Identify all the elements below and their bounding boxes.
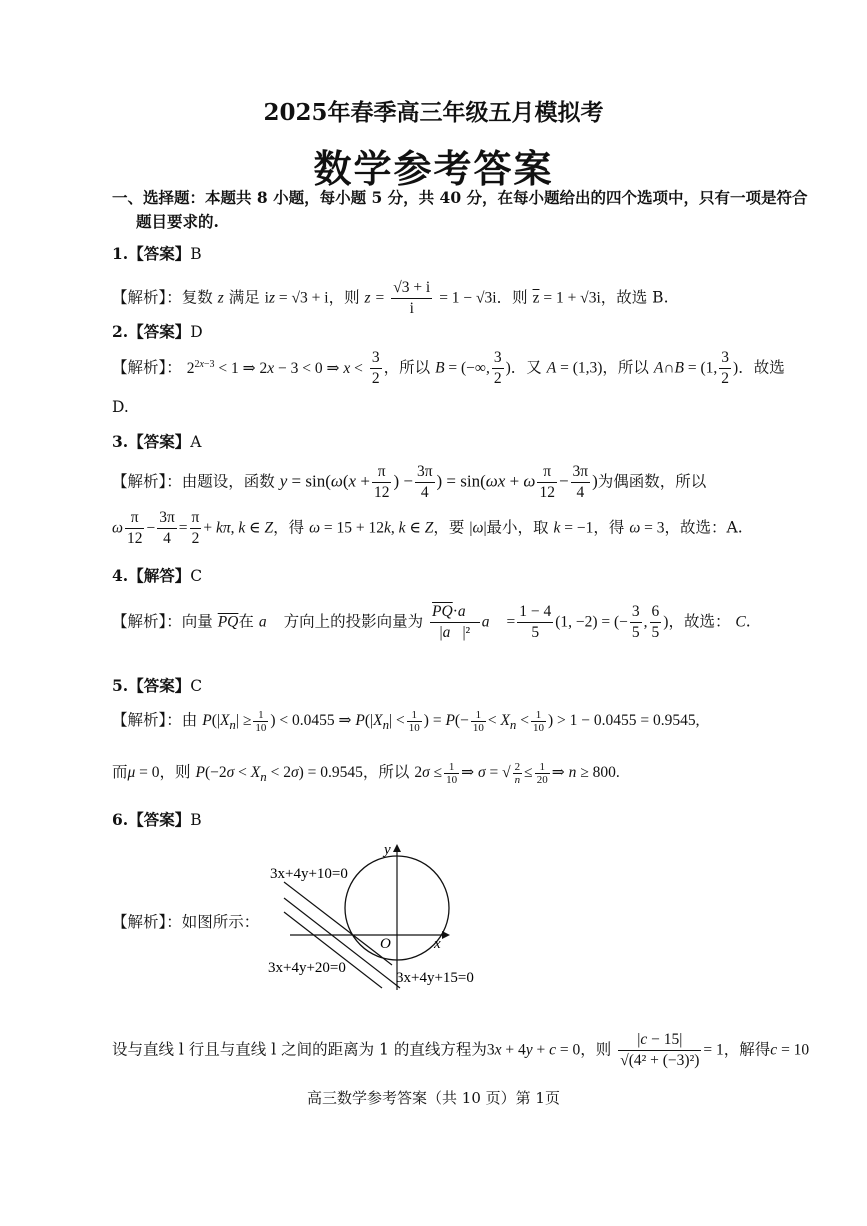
q4-answer: [112, 564, 202, 586]
q6-analysis: [112, 910, 259, 932]
q2-answer-value: D: [190, 323, 203, 341]
q4-number: 4.: [112, 566, 129, 585]
label-line-10: 3x+4y+10=0: [270, 866, 348, 882]
q4-choice: C: [735, 613, 746, 631]
q5-answer: [112, 674, 202, 696]
q6-analysis-label: 【解析】：: [112, 913, 182, 931]
q3-answer-label: 【答案】: [128, 432, 191, 451]
q3-text-7: ，故选：A.: [664, 518, 743, 537]
q2-continued: D.: [112, 398, 129, 416]
q2-text-2: ．又: [510, 358, 542, 377]
q1-answer-label: 【答案】: [128, 244, 191, 263]
q6-figure: [262, 840, 502, 1000]
q1-text-5: ，故选 B.: [600, 288, 669, 307]
q5-analysis-label: 【解析】：: [112, 711, 182, 729]
q3-analysis-line2: ω $\frac{\pi}{12}$ − $\frac{3\pi}{4}$ = $\frac{\pi}{2}$ + kπ, k ∈ Z，得 ω = 15 + 12k, k ∈ Z，要 |ω|最小，取 k = −1，得 ω = 3，故选：A.: [112, 509, 743, 547]
q3-text-5: 最小，取: [486, 518, 549, 537]
q4-answer-value: C: [190, 567, 203, 585]
q2-text-1: ，所以: [383, 358, 431, 377]
q5-answer-value: C: [190, 677, 203, 695]
q4-text-6: .: [745, 612, 751, 631]
q3-answer-value: A: [190, 433, 202, 451]
q5-text-3: ，则: [159, 763, 191, 781]
q2-text-4: ．故选: [738, 358, 785, 377]
q3-analysis-label: 【解析】：: [112, 472, 182, 491]
q5-text-1: 由: [181, 711, 198, 729]
q3-text-6: ，得: [593, 518, 625, 537]
q4-text-2: 在: [238, 612, 254, 631]
label-y: y: [384, 842, 391, 858]
label-line-15: 3x+4y+15=0: [396, 970, 474, 986]
q3-text-4: ，要: [433, 518, 465, 537]
q6-text-2: 设与直线 l 行且与直线 l 之间的距离为 1 的直线方程为: [112, 1040, 487, 1059]
section-heading-line1: 一、选择题：本题共 8 小题，每小题 5 分，共 40 分，在每小题给出的四个选项中，只有一项是符合: [112, 188, 808, 207]
q6-analysis-line2: 设与直线 l 行且与直线 l 之间的距离为 1 的直线方程为3x + 4y + c = 0，则 $\frac{|c - 15|}{\text{√(4² + (−3)²)}}$ = 1，解得c = 10: [112, 1031, 810, 1069]
q4-answer-label: 【解答】: [128, 566, 191, 585]
q3-text-2: 为偶函数，所以: [597, 472, 707, 491]
page-subtitle: 数学参考答案: [313, 147, 554, 191]
q3-text-3: ，得: [273, 518, 305, 537]
q6-text-1: 如图所示：: [181, 913, 260, 931]
section-heading-line2: 题目要求的.: [136, 212, 219, 231]
q2-text-3: ，所以: [602, 358, 649, 377]
q5-number: 5.: [112, 676, 129, 695]
label-x: x: [434, 936, 441, 952]
q6-number: 6.: [112, 810, 129, 829]
q3-text-1: 由题设，函数: [181, 472, 275, 491]
q1-number: 1.: [112, 244, 129, 263]
q2-analysis-label: 【解析】：: [112, 358, 182, 377]
q4-text-1: 向量: [181, 612, 213, 631]
label-origin: O: [380, 936, 391, 952]
q1-fraction: $\frac{√3 + i}{i}$: [393, 279, 431, 317]
q1-text-2: 满足: [228, 288, 260, 307]
q5-analysis-line1: 【解析】：由 $P(|X_n|$ ≥ $\frac{1}{10}$ ) < 0.0455 ⇒ $P(|X_n|$ < $\frac{1}{10}$ ) = P(− $\frac{1}{10}$ < $X_n$ < $\frac{1}{10}$ ) > 1 − 0.0455 = 0.9545,: [112, 708, 700, 734]
q1-analysis: 【解析】：复数 z 满足 iz = √3 + i，则 z = $\frac{√3 + i}{i}$ = 1 − √3i．则 $\overline{z} = 1 + √3i$，故选 B.: [112, 279, 669, 317]
q4-analysis: 【解析】：向量 $\overline{PQ}$在 a⃗ 方向上的投影向量为 $\frac{\overline{PQ}\cdot a⃗}{\text{|a⃗|²}}$ a⃗ = $\frac{1 - 4}{5}$ (1, −2) = (− $\frac{3}{5}$ , $\frac{6}{5}$ )，故选： C.: [112, 603, 751, 641]
q5-text-2: 而: [112, 763, 128, 781]
q4-text-3: 方向上的投影向量为: [283, 612, 424, 631]
q5-answer-label: 【答案】: [128, 676, 191, 695]
q6-answer-label: 【答案】: [128, 810, 191, 829]
q4-analysis-label: 【解析】：: [112, 612, 182, 631]
label-line-20: 3x+4y+20=0: [268, 960, 346, 976]
y-axis-arrow: [393, 844, 401, 852]
q1-text-4: ．则: [496, 288, 528, 307]
q6-answer: [112, 808, 202, 830]
page-footer: 高三数学参考答案（共 10 页）第 1页: [307, 1089, 560, 1107]
q1-text-3: ，则: [328, 288, 360, 307]
q2-number: 2.: [112, 322, 129, 341]
q2-answer-label: 【答案】: [128, 322, 191, 341]
q3-analysis-line1: 【解析】：由题设，函数 y = sin(ω(x + $\frac{\pi}{12}$ ) − $\frac{3\pi}{4}$ ) = sin(ωx + ω $\frac{\pi}{12}$ − $\frac{3\pi}{4}$ )为偶函数，所以: [112, 463, 707, 501]
q6-answer-value: B: [190, 811, 202, 829]
q1-analysis-label: 【解析】：: [112, 288, 182, 307]
q2-answer: [112, 320, 203, 342]
q4-text-4: ，故选：: [668, 612, 731, 631]
q2-analysis: 【解析】： $2^{2x-3} < 1$ ⇒ 2x − 3 < 0 ⇒ x < $\frac{3}{2}$ ，所以 B = (−∞, $\frac{3}{2}$ )．又 A = (1,3)，所以 A∩B = (1, $\frac{3}{2}$ )．故选: [112, 349, 785, 387]
q3-answer: [112, 430, 201, 452]
q1-text-1: 复数: [181, 288, 213, 307]
q6-text-3: ，则: [580, 1040, 612, 1059]
q1-answer: [112, 242, 202, 264]
line-10: [284, 882, 392, 965]
q1-answer-value: B: [190, 245, 202, 263]
q5-text-4: ，所以: [362, 763, 410, 781]
q6-text-4: ，解得: [723, 1040, 771, 1059]
q3-number: 3.: [112, 432, 129, 451]
page-title: 2025年春季高三年级五月模拟考: [263, 99, 604, 126]
q5-analysis-line2: 而μ = 0，则 $P(-2\sigma < X_n < 2\sigma) = 0.9545$，所以 2σ ≤ $\frac{1}{10}$ ⇒ σ = √ $\frac{2}{n}$ ≤ $\frac{1}{20}$ ⇒ n ≥ 800.: [112, 760, 620, 786]
